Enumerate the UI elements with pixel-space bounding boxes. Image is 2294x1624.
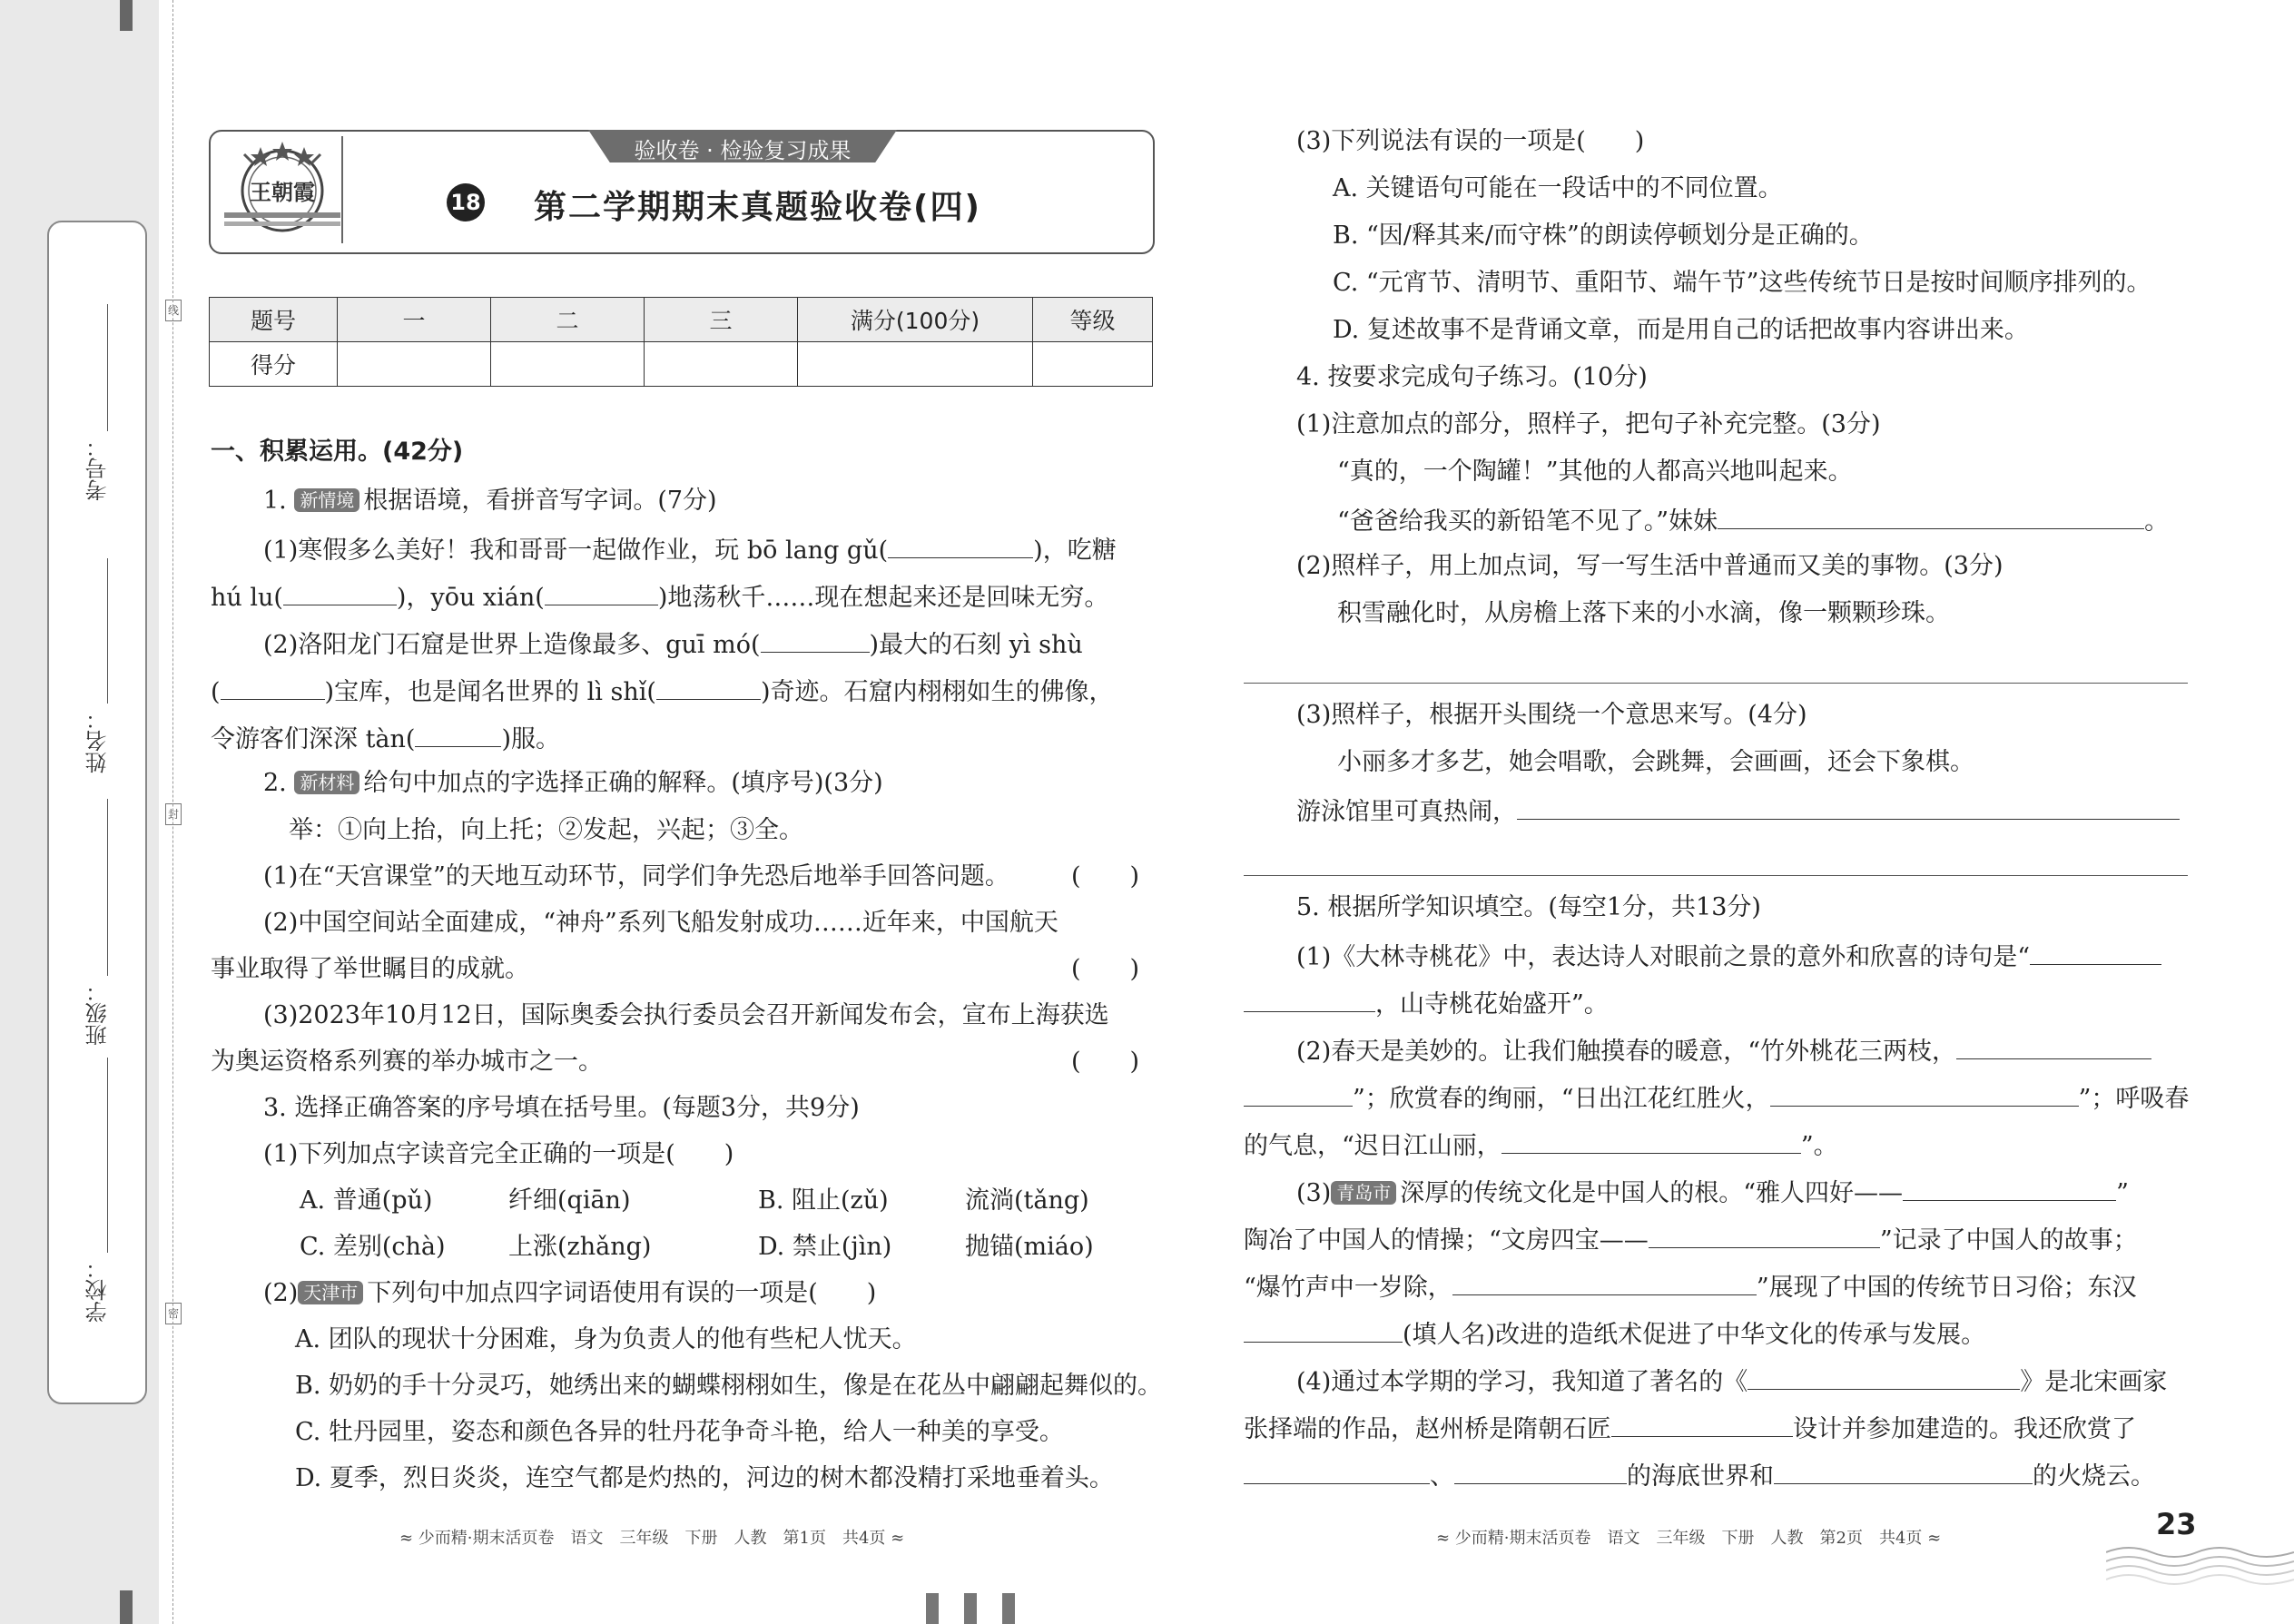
page-title: 第二学期期末真题验收卷(四) <box>534 189 981 226</box>
q5-item4-cont: 张择端的作品，赵州桥是隋朝石匠 设计并参加建造的。我还欣赏了 <box>1244 1411 2136 1446</box>
banner-text: 验收卷 · 检验复习成果 <box>634 138 852 163</box>
question-4: 4. 按要求完成句子练习。(10分) <box>1296 363 1648 391</box>
score-header: 三 <box>645 298 798 342</box>
score-header: 一 <box>338 298 491 342</box>
q5-item3-cont3: (填人名)改进的造纸术促进了中华文化的传承与发展。 <box>1244 1316 1985 1352</box>
seal-line-label: 线 <box>165 300 182 321</box>
q4-item1: (1)注意加点的部分，照样子，把句子补充完整。(3分) <box>1296 410 1881 438</box>
exam-number: 18 <box>447 183 485 221</box>
q1-line1: (1)寒假多么美好！我和哥哥一起做作业，玩 bō lang gǔ( )，吃糖 <box>263 532 1117 567</box>
q1-tag: 新情境 <box>294 488 359 512</box>
question-2: 2. 新材料 给句中加点的字选择正确的解释。(填序号)(3分) <box>263 769 883 797</box>
class-field[interactable] <box>107 799 108 976</box>
score-header: 等级 <box>1033 298 1153 342</box>
answer-blank[interactable] <box>1956 1033 2151 1059</box>
question-3: 3. 选择正确答案的序号填在括号里。(每题3分，共9分) <box>263 1094 860 1122</box>
q5-item3: (3) 青岛市 深厚的传统文化是中国人的根。“雅人四好—— ” <box>1296 1175 2129 1210</box>
page-number: 23 <box>2156 1507 2197 1541</box>
answer-blank[interactable] <box>1501 1127 1801 1154</box>
q3-item3: (3)下列说法有误的一项是( ) <box>1296 127 1645 155</box>
answer-blank[interactable] <box>221 674 325 700</box>
name-label: 姓名： <box>85 708 111 773</box>
header-divider <box>341 136 343 243</box>
answer-blank[interactable] <box>1244 1316 1403 1343</box>
option-b[interactable]: B. 阻止(zǔ) <box>758 1186 889 1215</box>
q4-prompt3: 游泳馆里可真热闹， <box>1296 793 2180 829</box>
q3-2-tag: 天津市 <box>298 1281 363 1304</box>
school-field[interactable] <box>107 1058 108 1253</box>
student-info-panel <box>47 221 147 1404</box>
score-header: 二 <box>491 298 645 342</box>
option-b[interactable]: B. 奶奶的手十分灵巧，她绣出来的蝴蝶栩栩如生，像是在花丛中翩翩起舞似的。 <box>295 1372 1163 1400</box>
q5-item2-cont: ”；欣赏春的绚丽，“日出江花红胜火， ”；呼吸春 <box>1244 1080 2189 1116</box>
q1-line4: ( )宝库，也是闻名世界的 lì shǐ( )奇迹。石窟内栩栩如生的佛像， <box>211 674 1113 709</box>
answer-line[interactable] <box>1244 875 2188 876</box>
q2-item3: (3)2023年10月12日，国际奥委会执行委员会召开新闻发布会，宣布上海获选 <box>263 1001 1109 1029</box>
option-b[interactable]: B. “因/释其来/而守株”的朗读停顿划分是正确的。 <box>1333 221 1874 250</box>
score-cell[interactable] <box>645 342 798 387</box>
q4-example1: “真的，一个陶罐！”其他的人都高兴地叫起来。 <box>1337 458 1853 486</box>
option-c[interactable]: C. 牡丹园里，姿态和颜色各异的牡丹花争奇斗艳，给人一种美的享受。 <box>295 1418 1064 1446</box>
q3-item2: (2) 天津市 下列句中加点四字词语使用有误的一项是( ) <box>263 1279 877 1307</box>
q4-example2: 积雪融化时，从房檐上落下来的小水滴，像一颗颗珍珠。 <box>1337 599 1950 627</box>
binding-mark-bottom <box>120 1590 133 1624</box>
section-title: 一、积累运用。(42分) <box>211 438 464 466</box>
score-cell[interactable] <box>798 342 1033 387</box>
q2-tag: 新材料 <box>294 771 359 794</box>
option-b2: 流淌(tǎng) <box>965 1186 1089 1215</box>
q1-line5: 令游客们深深 tàn( )服。 <box>211 721 560 756</box>
q5-item1-cont: ，山寺桃花始盛开”。 <box>1244 986 1609 1021</box>
left-footer: ≈ 少而精·期末活页卷 语文 三年级 下册 人教 第1页 共4页 ≈ <box>399 1529 905 1548</box>
cut-line <box>172 0 173 1624</box>
q1-line2: hú lu( )，yōu xián( )地荡秋千……现在想起来还是回味无穷。 <box>211 579 1108 615</box>
q1-line3: (2)洛阳龙门石窟是世界上造像最多、guī mó( )最大的石刻 yì shù <box>263 626 1083 662</box>
answer-blank[interactable] <box>1611 1411 1793 1437</box>
q5-item2: (2)春天是美妙的。让我们触摸春的暖意，“竹外桃花三两枝， <box>1296 1033 2151 1068</box>
answer-blank[interactable] <box>1903 1175 2116 1201</box>
school-label: 学校： <box>85 1257 111 1323</box>
answer-paren[interactable]: ( ) <box>1071 862 1140 891</box>
option-a[interactable]: A. 普通(pǔ) <box>300 1186 433 1215</box>
option-c[interactable]: C. “元宵节、清明节、重阳节、端午节”这些传统节日是按时间顺序排列的。 <box>1333 269 2151 297</box>
q2-definitions: 举：①向上抬，向上托；②发起，兴起；③全。 <box>289 816 803 844</box>
q2-item3-cont: 为奥运资格系列赛的举办城市之一。 <box>211 1048 603 1076</box>
center-fold-marks <box>964 1593 977 1624</box>
question-5: 5. 根据所学知识填空。(每空1分，共13分) <box>1296 893 1761 921</box>
name-field[interactable] <box>107 558 108 704</box>
right-footer: ≈ 少而精·期末活页卷 语文 三年级 下册 人教 第2页 共4页 ≈ <box>1436 1529 1942 1548</box>
score-header: 满分(100分) <box>798 298 1033 342</box>
option-a[interactable]: A. 关键语句可能在一段话中的不同位置。 <box>1333 174 1783 202</box>
answer-blank[interactable] <box>1770 1080 2079 1107</box>
score-header: 题号 <box>210 298 338 342</box>
option-c2: 上涨(zhǎng) <box>508 1233 652 1261</box>
answer-blank[interactable] <box>656 674 761 700</box>
score-cell[interactable] <box>338 342 491 387</box>
answer-blank[interactable] <box>1649 1222 1880 1248</box>
center-fold-marks <box>926 1593 939 1624</box>
answer-blank[interactable] <box>1452 1269 1757 1295</box>
q3-item1: (1)下列加点字读音完全正确的一项是( ) <box>263 1140 734 1168</box>
answer-blank[interactable] <box>545 579 658 605</box>
answer-blank[interactable] <box>1718 503 2144 529</box>
q2-item2-cont: 事业取得了举世瞩目的成就。 <box>211 955 529 983</box>
option-d[interactable]: D. 夏季，烈日炎炎，连空气都是灼热的，河边的树木都没精打采地垂着头。 <box>295 1464 1114 1492</box>
q5-item2-cont2: 的气息，“迟日江山丽， ”。 <box>1244 1127 1838 1163</box>
answer-blank[interactable] <box>1244 1458 1430 1484</box>
wave-decoration <box>2106 1543 2294 1589</box>
score-table <box>209 297 1153 387</box>
q5-item1: (1)《大林寺桃花》中，表达诗人对眼前之景的意外和欣喜的诗句是“ <box>1296 939 2161 974</box>
seal-secret-label: 密 <box>165 1303 182 1324</box>
score-row-label: 得分 <box>210 342 338 387</box>
answer-paren[interactable]: ( ) <box>1071 955 1140 983</box>
logo-text: 王朝霞 <box>250 179 315 205</box>
seal-seal-label: 封 <box>165 803 182 825</box>
q5-item4: (4)通过本学期的学习，我知道了著名的《 》是北宋画家 <box>1296 1363 2167 1399</box>
exam-no-field[interactable] <box>107 304 108 431</box>
q4-item2: (2)照样子，用上加点词，写一写生活中普通而又美的事物。(3分) <box>1296 552 2004 580</box>
answer-blank[interactable] <box>283 579 397 605</box>
answer-blank[interactable] <box>415 721 501 747</box>
answer-blank[interactable] <box>888 532 1033 558</box>
answer-blank[interactable] <box>1774 1458 2033 1484</box>
q5-3-tag: 青岛市 <box>1331 1181 1396 1205</box>
score-cell[interactable] <box>491 342 645 387</box>
answer-blank[interactable] <box>1244 1080 1353 1107</box>
score-cell[interactable] <box>1033 342 1153 387</box>
option-d[interactable]: D. 禁止(jìn) <box>758 1233 892 1261</box>
answer-paren[interactable]: ( ) <box>1071 1048 1140 1076</box>
option-d[interactable]: D. 复述故事不是背诵文章，而是用自己的话把故事内容讲出来。 <box>1333 316 2029 344</box>
q4-prompt1: “爸爸给我买的新铅笔不见了。”妹妹 。 <box>1337 503 2169 538</box>
option-a[interactable]: A. 团队的现状十分困难，身为负责人的他有些杞人忧天。 <box>295 1325 917 1353</box>
q2-item2: (2)中国空间站全面建成，“神舟”系列飞船发射成功……近年来，中国航天 <box>263 909 1058 937</box>
option-a2: 纤细(qiān) <box>508 1186 631 1215</box>
binding-mark-top <box>120 0 133 31</box>
q4-example3: 小丽多才多艺，她会唱歌，会跳舞，会画画，还会下象棋。 <box>1337 748 1974 776</box>
answer-blank[interactable] <box>2030 939 2161 965</box>
q4-item3: (3)照样子，根据开头围绕一个意思来写。(4分) <box>1296 701 1807 729</box>
answer-blank[interactable] <box>761 626 870 653</box>
center-fold-marks <box>1002 1593 1015 1624</box>
answer-blank[interactable] <box>1244 986 1375 1012</box>
q5-item4-cont2: 、 的海底世界和 的火烧云。 <box>1244 1458 2155 1493</box>
q5-item3-cont2: “爆竹声中一岁除， ”展现了中国的传统节日习俗；东汉 <box>1244 1269 2137 1304</box>
exam-no-label: 考号： <box>85 436 111 501</box>
q2-item1: (1)在“天宫课堂”的天地互动环节，同学们争先恐后地举手回答问题。 <box>263 862 1009 891</box>
option-c[interactable]: C. 差别(chà) <box>300 1233 446 1261</box>
answer-line[interactable] <box>1244 683 2188 684</box>
answer-blank[interactable] <box>1748 1363 2020 1390</box>
option-d2: 抛锚(miáo) <box>965 1233 1094 1261</box>
answer-blank[interactable] <box>1517 793 2180 820</box>
answer-blank[interactable] <box>1454 1458 1627 1484</box>
question-1: 1. 新情境 根据语境，看拼音写字词。(7分) <box>263 487 717 515</box>
class-label: 班级： <box>85 980 111 1046</box>
q5-item3-cont: 陶冶了中国人的情操；“文房四宝—— ”记录了中国人的故事； <box>1244 1222 2138 1257</box>
